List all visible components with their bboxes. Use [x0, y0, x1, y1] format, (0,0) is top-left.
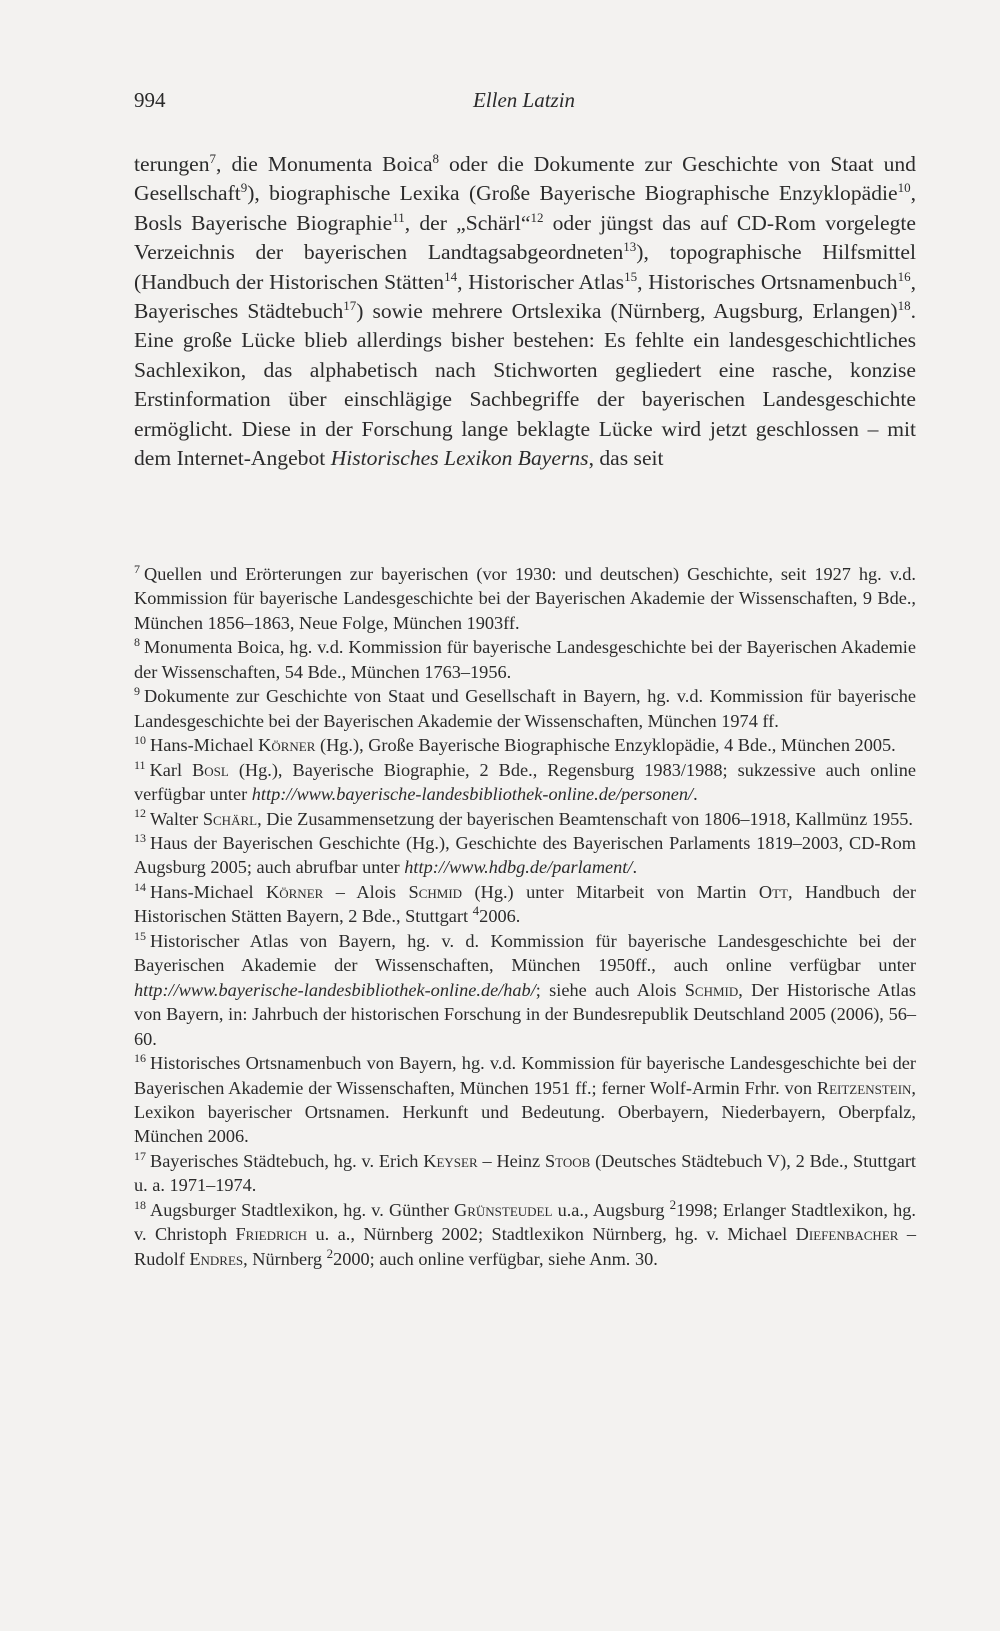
footnote-16	[134, 1051, 916, 1149]
footnote-8	[134, 635, 916, 684]
footnote-text: (Hg.), Große Bayerische Biographische Enzyklopädie, 4 Bde., München 2005.	[315, 735, 896, 756]
footnote-text: Hans-Michael	[150, 881, 267, 902]
footnote-ref-17: 17	[343, 297, 357, 313]
text-run: ), topographische Hilfsmittel (Handbuch der Historischen Stätten	[134, 240, 916, 294]
footnote-text: Hans-Michael	[150, 735, 259, 756]
author-name: Friedrich	[235, 1224, 308, 1245]
running-head: Ellen Latzin	[472, 88, 576, 112]
author-name: Ott	[758, 881, 788, 902]
footnote-number: 18	[134, 1197, 146, 1212]
footnote-number: 12	[134, 806, 146, 821]
footnote-text: Quellen und Erörterungen zur bayerischen (vor 1930: und deutschen) Geschichte, seit 1927 hg. v.d. Kommission für bayerische Landesgeschichte bei der Bayerischen Akademie der Wissenschaften, 9 Bde., München 1856–1863, Neue Folge, München 1903ff.	[134, 564, 916, 633]
text-run: , Historischer Atlas	[457, 269, 625, 294]
footnote-text: Haus der Bayerischen Geschichte (Hg.), Geschichte des Bayerischen Parlaments 1819–2003, CD-Rom Augsburg 2005; auch abrufbar unter	[134, 832, 916, 878]
edition-superscript: 2	[669, 1196, 677, 1212]
page-header	[134, 88, 914, 118]
footnote-ref-16: 16	[897, 268, 911, 284]
footnote-number: 16	[134, 1050, 146, 1065]
footnote-text: (Deutsches Städtebuch V), 2 Bde., Stuttgart u. a. 1971–1974.	[134, 1150, 916, 1196]
footnote-number: 17	[134, 1148, 146, 1163]
author-name: Körner	[266, 881, 324, 902]
footnote-number: 15	[134, 928, 146, 943]
text-run: terungen	[134, 152, 210, 176]
italic-title: Historisches Lexikon Bayerns	[330, 446, 589, 471]
text-run: oder die Dokumente zur Geschichte von Staat und Gesellschaft	[134, 152, 916, 206]
footnote-text: Dokumente zur Geschichte von Staat und Gesellschaft in Bayern, hg. v.d. Kommission für bayerische Landesgeschichte bei der Bayerischen Akademie der Wissenschaften, München 1974 ff.	[134, 686, 916, 731]
footnote-number: 7	[134, 561, 140, 576]
edition-superscript: 2	[326, 1245, 334, 1261]
footnote-text: .	[632, 857, 638, 878]
footnote-text: – Alois	[323, 881, 409, 902]
footnote-text: Monumenta Boica, hg. v.d. Kommission für bayerische Landesgeschichte bei der Bayerischen Akademie der Wissenschaften, 54 Bde., München 1763–1956.	[134, 637, 916, 682]
author-name: Bosl	[192, 759, 229, 780]
footnote-14	[134, 880, 916, 929]
author-name: Keyser	[423, 1150, 478, 1171]
page-number: 994	[134, 88, 166, 112]
footnote-15	[134, 929, 916, 1051]
footnote-text: , Nürnberg	[243, 1248, 327, 1269]
footnote-ref-14: 14	[444, 268, 458, 284]
footnote-text: Walter	[150, 808, 203, 829]
footnote-text: , Die Zusammensetzung der bayerischen Beamtenschaft von 1806–1918, Kallmünz 1955.	[257, 808, 913, 829]
footnote-number: 8	[134, 635, 140, 650]
footnote-13	[134, 831, 916, 880]
edition-superscript: 4	[472, 903, 480, 919]
footnote-ref-9: 9	[240, 180, 248, 196]
text-run: oder jüngst das auf CD-Rom vorgelegte Verzeichnis der bayerischen Landtagsabgeordneten	[134, 210, 916, 265]
footnote-ref-18: 18	[897, 297, 911, 313]
footnote-text: (Hg.) unter Mitarbeit von Martin	[462, 881, 759, 902]
footnote-text: Historisches Ortsnamenbuch von Bayern, hg. v.d. Kommission für bayerische Landesgeschichte bei der Bayerischen Akademie der Wissenschaften, München 1951 ff.; ferner Wolf-Armin Frhr. von	[134, 1053, 916, 1098]
footnote-11	[134, 758, 916, 807]
author-name: Schmid	[408, 881, 463, 902]
author-name: Stoob	[544, 1150, 591, 1171]
footnote-text: Historischer Atlas von Bayern, hg. v. d. Kommission für bayerische Landesgeschichte bei der Bayerischen Akademie der Wissenschaften, München 1950ff., auch online verfügbar unter	[134, 930, 916, 976]
footnote-text: 1998; Erlanger Stadtlexikon, hg. v. Christoph	[134, 1199, 916, 1245]
footnote-ref-12: 12	[530, 209, 544, 225]
footnote-ref-8: 8	[432, 150, 440, 166]
footnote-10	[134, 733, 916, 757]
text-run: , Bosls Bayerische Biographie	[134, 181, 916, 235]
url-text: http://www.bayerische-landesbibliothek-online.de/hab/	[134, 979, 536, 1000]
footnote-text: u.a., Augsburg	[552, 1199, 670, 1220]
footnote-text: Augsburger Stadtlexikon, hg. v. Günther	[150, 1199, 455, 1220]
footnote-text: .	[693, 784, 698, 805]
footnote-ref-10: 10	[897, 180, 911, 196]
text-run: ) sowie mehrere Ortslexika (Nürnberg, Augsburg, Erlangen)	[356, 299, 898, 324]
footnote-ref-15: 15	[624, 268, 638, 284]
footnote-number: 13	[134, 830, 146, 845]
url-text: http://www.hdbg.de/parlament/	[404, 857, 633, 878]
author-name: Schmid	[684, 979, 739, 1000]
footnote-17	[134, 1149, 916, 1198]
footnote-text: , Der Historische Atlas von Bayern, in: Jahrbuch der historischen Forschung in der Bundesrepublik Deutschland 2005 (2006), 56–60.	[134, 979, 916, 1049]
footnote-ref-11: 11	[392, 209, 405, 225]
author-name: Endres	[189, 1248, 244, 1269]
footnote-7	[134, 562, 916, 635]
footnote-number: 11	[134, 757, 146, 772]
author-name: Diefenbacher	[795, 1224, 899, 1245]
footnotes	[134, 562, 916, 1271]
footnote-9	[134, 684, 916, 733]
footnote-text: u. a., Nürnberg 2002; Stadtlexikon Nürnberg, hg. v. Michael	[307, 1224, 796, 1245]
text-run: . Eine große Lücke blieb allerdings bisher bestehen: Es fehlte ein landesgeschichtliches Sachlexikon, das alphabetisch nach Stichworten gegliedert eine rasche, konzise Erstinformation über einschlägige Sachbegriffe der bayerischen Landesgeschichte ermöglicht. Diese in der Forschung lange beklagte Lücke wird jetzt geschlossen – mit dem Internet-Angebot	[134, 299, 916, 471]
footnote-text: – Heinz	[477, 1150, 545, 1171]
footnote-text: 2000; auch online verfügbar, siehe Anm. 30.	[333, 1248, 658, 1269]
text-run: , die Monumenta Boica	[216, 152, 433, 176]
body-paragraph	[134, 150, 916, 473]
main-text	[134, 150, 916, 473]
footnote-ref-7: 7	[209, 150, 217, 166]
footnote-number: 9	[134, 684, 140, 699]
url-text: http://www.bayerische-landesbibliothek-online.de/personen/	[251, 784, 694, 805]
footnote-text: , Handbuch der Historischen Stätten Bayern, 2 Bde., Stuttgart	[134, 881, 916, 927]
footnote-number: 10	[134, 733, 146, 748]
footnote-ref-13: 13	[623, 239, 637, 255]
footnote-18	[134, 1198, 916, 1271]
text-run: , der „Schärl“	[404, 210, 531, 235]
text-run: , Bayerisches Städtebuch	[134, 269, 916, 324]
footnote-text: 2006.	[479, 906, 521, 927]
author-name: Grünsteudel	[454, 1199, 553, 1220]
text-run: ), biographische Lexika (Große Bayerische Biographische Enzyklopädie	[247, 181, 898, 206]
footnote-text: (Hg.), Bayerische Biographie, 2 Bde., Regensburg 1983/1988; sukzessive auch online verfügbar unter	[134, 759, 916, 805]
author-name: Reitzenstein	[816, 1077, 912, 1098]
author-name: Körner	[258, 735, 316, 756]
footnote-text: – Rudolf	[134, 1224, 917, 1269]
footnote-number: 14	[134, 879, 146, 894]
footnote-text: Karl	[149, 759, 193, 780]
footnote-text: ; siehe auch Alois	[535, 979, 685, 1000]
text-run: , das seit	[588, 446, 664, 471]
author-name: Schärl	[202, 808, 258, 829]
text-run: , Historisches Ortsnamenbuch	[637, 269, 898, 294]
footnote-text: , Lexikon bayerischer Ortsnamen. Herkunft und Bedeutung. Oberbayern, Niederbayern, Oberpfalz, München 2006.	[134, 1077, 916, 1147]
footnote-text: Bayerisches Städtebuch, hg. v. Erich	[150, 1150, 424, 1171]
footnote-12	[134, 807, 916, 831]
